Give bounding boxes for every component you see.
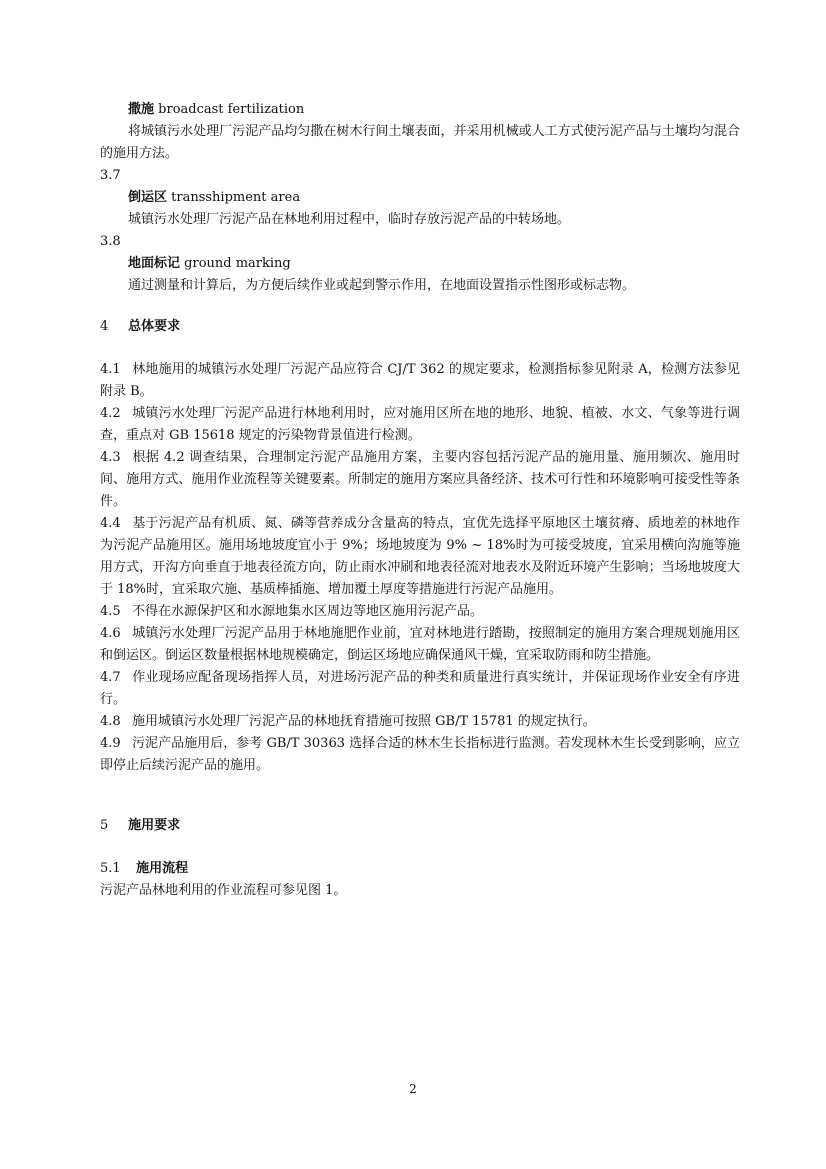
clause-number: 4.8 xyxy=(100,714,121,729)
term-3-8 xyxy=(100,231,740,297)
term-cn: 倒运区 xyxy=(128,190,168,205)
section-5-heading xyxy=(100,815,180,837)
section-title: 总体要求 xyxy=(128,319,181,334)
clause-text: 林地施用的城镇污水处理厂污泥产品应符合 CJ/T 362 的规定要求，检测指标参见附录 A，检测方法参见附录 B。 xyxy=(100,362,740,399)
term-cn: 撒施 xyxy=(128,102,155,117)
clause-number: 4.6 xyxy=(100,626,121,641)
clause-number: 4.7 xyxy=(100,670,121,685)
section-title: 施用要求 xyxy=(128,818,181,833)
clause-number: 4.9 xyxy=(100,736,121,751)
term-definition: 将城镇污水处理厂污泥产品均匀撒在树木行间土壤表面，并采用机械或人工方式使污泥产品与土壤均匀混合的施用方法。 xyxy=(100,124,740,161)
term-heading xyxy=(100,99,740,121)
clause-text: 城镇污水处理厂污泥产品进行林地利用时，应对施用区所在地的地形、地貌、植被、水文、气象等进行调查，重点对 GB 15618 规定的污染物背景值进行检测。 xyxy=(100,406,740,443)
clause-4-8 xyxy=(100,711,740,733)
clause-text: 污泥产品施用后，参考 GB/T 30363 选择合适的林木生长指标进行监测。若发现林木生长受到影响，应立即停止后续污泥产品的施用。 xyxy=(100,736,740,773)
clause-4-3 xyxy=(100,447,740,513)
clause-4-9 xyxy=(100,733,740,777)
clause-4-2 xyxy=(100,403,740,447)
term-heading xyxy=(100,187,740,209)
term-3-6 xyxy=(100,99,740,165)
term-cn: 地面标记 xyxy=(128,256,181,271)
term-en: broadcast fertilization xyxy=(158,102,305,117)
clause-number: 4.2 xyxy=(100,406,121,421)
clause-4-7 xyxy=(100,667,740,711)
page-number: 2 xyxy=(409,1082,417,1096)
clause-4-1 xyxy=(100,359,740,403)
clause-number: 4.5 xyxy=(100,604,121,619)
clause-text: 基于污泥产品有机质、氮、磷等营养成分含量高的特点，宜优先选择平原地区土壤贫瘠、质地差的林地作为污泥产品施用区。施用场地坡度宜小于 9%；场地坡度为 9% ~ 18%时为可接受坡度，宜采用横向沟施等施用方式，开沟方向垂直于地表径流方向，防止雨水冲刷和地表径流对地表水及附近环境产生影响；当场地坡度大于 18%时，宜采取穴施、基质棒插施、增加覆土厚度等措施进行污泥产品施用。 xyxy=(100,516,740,597)
term-definition: 通过测量和计算后，为方便后续作业或起到警示作用，在地面设置指示性图形或标志物。 xyxy=(128,278,636,293)
subsection-heading xyxy=(100,858,740,880)
subsection-title: 施用流程 xyxy=(136,861,189,876)
clause-text: 根据 4.2 调查结果，合理制定污泥产品施用方案，主要内容包括污泥产品的施用量、施用频次、施用时间、施用方式、施用作业流程等关键要素。所制定的施用方案应具备经济、技术可行性和环境影响可接受性等条件。 xyxy=(100,450,740,509)
clause-text: 城镇污水处理厂污泥产品用于林地施肥作业前，宜对林地进行踏勘，按照制定的施用方案合理规划施用区和倒运区。倒运区数量根据林地规模确定，倒运区场地应确保通风干燥，宜采取防雨和防尘措施。 xyxy=(100,626,740,663)
clause-text: 不得在水源保护区和水源地集水区周边等地区施用污泥产品。 xyxy=(132,604,484,619)
clause-text: 施用城镇污水处理厂污泥产品的林地抚育措施可按照 GB/T 15781 的规定执行。 xyxy=(132,714,596,729)
clause-number: 4.3 xyxy=(100,450,121,465)
term-heading xyxy=(100,253,740,275)
subsection-text: 污泥产品林地利用的作业流程可参见图 1。 xyxy=(100,883,347,898)
clause-4-5 xyxy=(100,601,740,623)
clause-4-4 xyxy=(100,513,740,601)
subsection-5-1 xyxy=(100,858,740,902)
subsection-number: 5.1 xyxy=(100,861,121,876)
clause-text: 作业现场应配备现场指挥人员，对进场污泥产品的种类和质量进行真实统计，并保证现场作业安全有序进行。 xyxy=(100,670,740,707)
term-3-7 xyxy=(100,165,740,231)
term-definition: 城镇污水处理厂污泥产品在林地利用过程中，临时存放污泥产品的中转场地。 xyxy=(128,212,571,227)
term-number: 3.8 xyxy=(100,234,121,249)
term-en: transshipment area xyxy=(171,190,301,205)
term-number: 3.7 xyxy=(100,168,121,183)
section-4-body xyxy=(100,359,740,777)
section-number: 5 xyxy=(100,818,109,833)
clause-4-6 xyxy=(100,623,740,667)
section-number: 4 xyxy=(100,319,109,334)
term-en: ground marking xyxy=(184,256,291,271)
clause-number: 4.1 xyxy=(100,362,121,377)
clause-number: 4.4 xyxy=(100,516,121,531)
section-4-heading xyxy=(100,316,180,338)
